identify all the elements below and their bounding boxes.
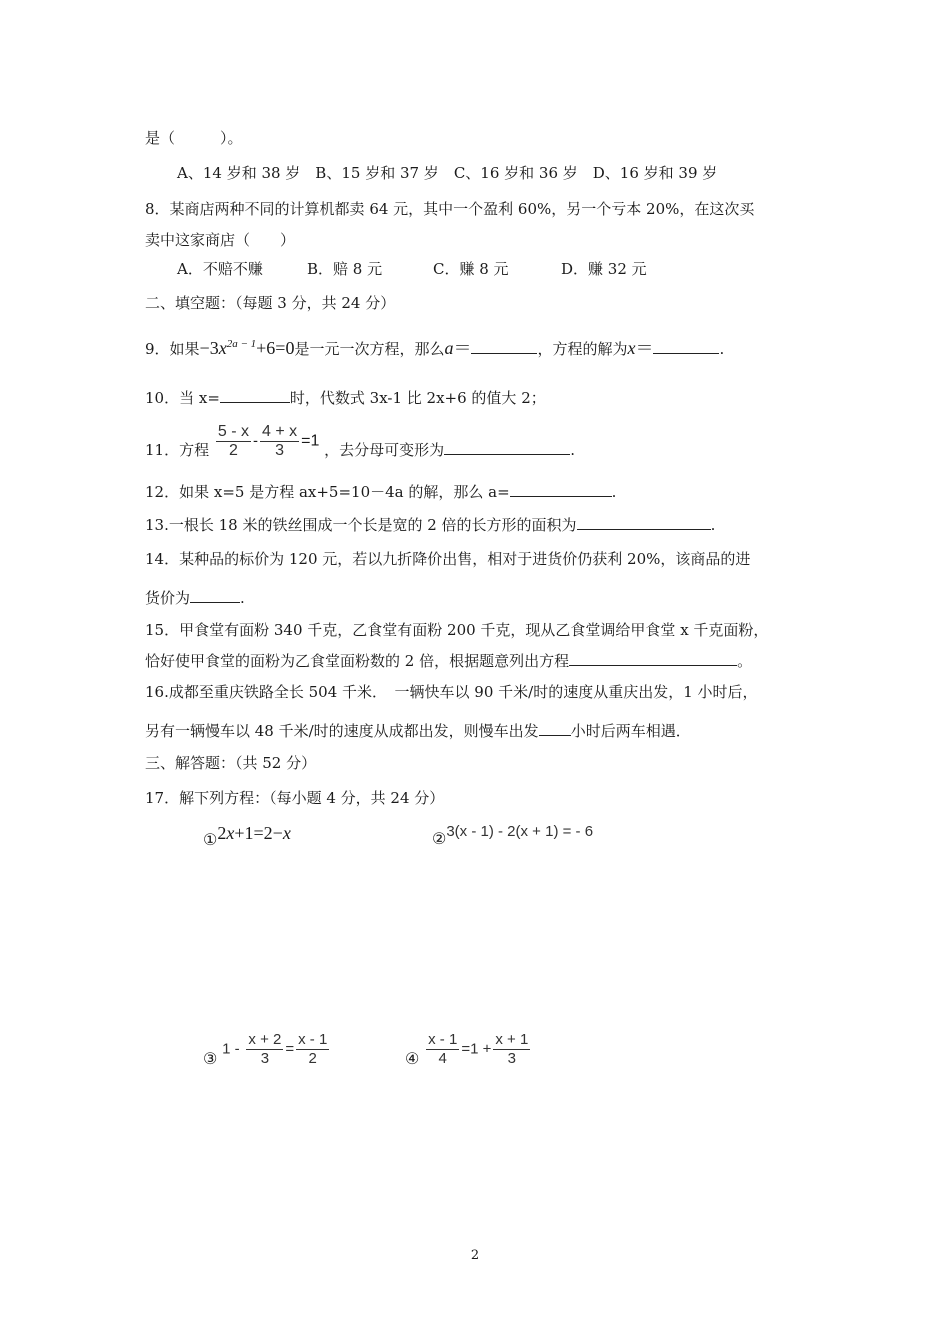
q12-before: 12．如果 x=5 是方程 ax+5=10－4a 的解，那么 a=: [145, 483, 510, 501]
equation-4: [405, 1020, 532, 1068]
equation-3-lead: 1 -: [222, 1040, 240, 1058]
q9-x: x: [627, 338, 636, 358]
equation-3-equals: =: [285, 1040, 295, 1058]
q9-a: a: [444, 338, 454, 358]
q11-after: ，去分母可变形为: [324, 441, 445, 459]
q14-end: .: [240, 589, 245, 607]
q11-fraction-1: [216, 423, 251, 460]
q11-num1: 5 - x: [217, 423, 249, 440]
equation-2-body: 3(x - 1) - 2(x + 1) = - 6: [446, 823, 594, 840]
e3-den2: 2: [308, 1050, 317, 1067]
equation-1: [203, 822, 291, 849]
e3-num2: x - 1: [298, 1031, 328, 1048]
q15-blank[interactable]: [569, 650, 737, 666]
q8-line2: 卖中这家商店（ ）: [145, 231, 296, 249]
q16-line2-before: 另有一辆慢车以 48 千米/时的速度从成都出发，则慢车出发: [145, 722, 539, 740]
q9-coef: −3: [199, 338, 219, 358]
q7-tail: 是（ ）。: [145, 129, 243, 147]
q9-x-eq: [627, 338, 653, 358]
q8-line1: 8．某商店两种不同的计算机都卖 64 元，其中一个盈利 60%，另一个亏本 20%，在这次买: [145, 200, 755, 218]
q9-blank-x[interactable]: [653, 338, 719, 354]
q15-line2: [145, 650, 752, 671]
equation-4-mark: ④: [405, 1049, 420, 1068]
q12-blank[interactable]: [510, 481, 612, 497]
e1-a: 2: [217, 823, 227, 843]
q10-after: 时，代数式 3x-1 比 2x+6 的值大 2；: [289, 389, 546, 407]
q12-line: [145, 481, 616, 502]
e1-x2: x: [282, 823, 291, 843]
e3-num1: x + 2: [248, 1031, 282, 1048]
equation-1-body: [217, 823, 290, 843]
q11-num2: 4 + x: [262, 423, 298, 440]
q9-rest: +6=0: [256, 338, 295, 358]
e4-num1: x - 1: [428, 1031, 458, 1048]
e4-den2: 3: [507, 1050, 516, 1067]
section-solve-heading: 三、解答题：（共 52 分）: [145, 754, 317, 772]
q11-prefix: 11．方程: [145, 441, 210, 459]
e1-x: x: [226, 823, 235, 843]
equation-3-fraction-2: [296, 1031, 329, 1068]
q14-line2-text: 货价为: [145, 589, 191, 607]
q10-blank[interactable]: [220, 387, 290, 403]
e1-b: +1=2−: [234, 823, 283, 843]
q15-line2-text: 恰好使甲食堂的面粉为乙食堂面粉数的 2 倍，根据题意列出方程: [145, 652, 570, 670]
q9-equals: ＝: [453, 338, 472, 358]
q11-minus: -: [253, 432, 258, 450]
e4-den1: 4: [438, 1050, 447, 1067]
q9-equation: [200, 338, 295, 358]
q15-line1: 15．甲食堂有面粉 340 千克，乙食堂有面粉 200 千克，现从乙食堂调给甲食堂 x 千克面粉，: [145, 621, 769, 639]
equation-3-fraction-1: [246, 1031, 283, 1068]
q11-line: [145, 418, 575, 460]
q8-option-b: B．赔 8 元: [307, 260, 383, 278]
q8-option-c: C．赚 8 元: [433, 260, 509, 278]
q11-den2: 3: [275, 442, 285, 459]
q13-end: .: [710, 516, 716, 534]
q8-option-d: D．赚 32 元: [561, 260, 647, 278]
equation-2-mark: ②: [432, 829, 447, 848]
q9-exponent: 2a − 1: [226, 338, 257, 350]
q13-blank[interactable]: [577, 514, 711, 530]
q8-option-a: A．不赔不赚: [177, 260, 263, 278]
q9-var: x: [218, 338, 227, 358]
q16-line2: [145, 720, 691, 741]
equation-4-fraction-2: [493, 1031, 530, 1068]
equation-1-mark: ①: [203, 830, 218, 849]
equation-3-mark: ③: [203, 1049, 218, 1068]
q9-equals2: ＝: [635, 338, 654, 358]
equation-4-mid: =1 +: [461, 1040, 492, 1058]
e4-num2: x + 1: [495, 1031, 529, 1048]
section-fill-in-heading: 二、填空题：（每题 3 分，共 24 分）: [145, 294, 396, 312]
q7-options: A、14 岁和 38 岁 B、15 岁和 37 岁 C、16 岁和 36 岁 D、16 岁和 39 岁: [177, 164, 718, 182]
equation-2: [432, 820, 594, 848]
q16-line2-after: 小时后两车相遇．: [570, 722, 691, 740]
q13-before: 13.一根长 18 米的铁丝围成一个长是宽的 2 倍的长方形的面积为: [145, 516, 577, 534]
q11-tail: [324, 439, 575, 460]
q10-line: [145, 387, 546, 408]
q16-blank[interactable]: [539, 720, 571, 736]
q11-den1: 2: [228, 442, 238, 459]
q10-before: 10．当 x=: [145, 389, 220, 407]
q9-prefix: 9．如果: [145, 340, 200, 358]
q9-line: [145, 334, 724, 359]
q11-blank[interactable]: [444, 439, 570, 455]
e3-den1: 3: [260, 1050, 270, 1067]
q11-end: .: [570, 441, 575, 459]
q15-end: 。: [737, 652, 753, 670]
q14-blank[interactable]: [190, 587, 240, 603]
equation-4-fraction-1: [426, 1031, 459, 1068]
q9-a-eq: [444, 338, 471, 358]
q9-sep: ，方程的解为: [537, 340, 628, 358]
equation-3: [203, 1020, 331, 1068]
q11-fraction-2: [260, 423, 299, 460]
q9-end: .: [719, 340, 725, 358]
page-number: 2: [470, 1248, 480, 1263]
q11-equals: =1: [301, 432, 320, 450]
q9-blank-a[interactable]: [471, 338, 537, 354]
q14-line2: [145, 587, 245, 608]
q13-line: [145, 514, 715, 535]
q17-heading: 17．解下列方程：（每小题 4 分，共 24 分）: [145, 789, 445, 807]
q16-line1: 16.成都至重庆铁路全长 504 千米． 一辆快车以 90 千米/时的速度从重庆出发，1 小时后，: [145, 683, 758, 701]
q14-line1: 14．某种品的标价为 120 元，若以九折降价出售，相对于进货价仍获利 20%，该商品的进: [145, 550, 751, 568]
q9-mid: 是一元一次方程，那么: [294, 340, 445, 358]
q12-end: .: [611, 483, 617, 501]
